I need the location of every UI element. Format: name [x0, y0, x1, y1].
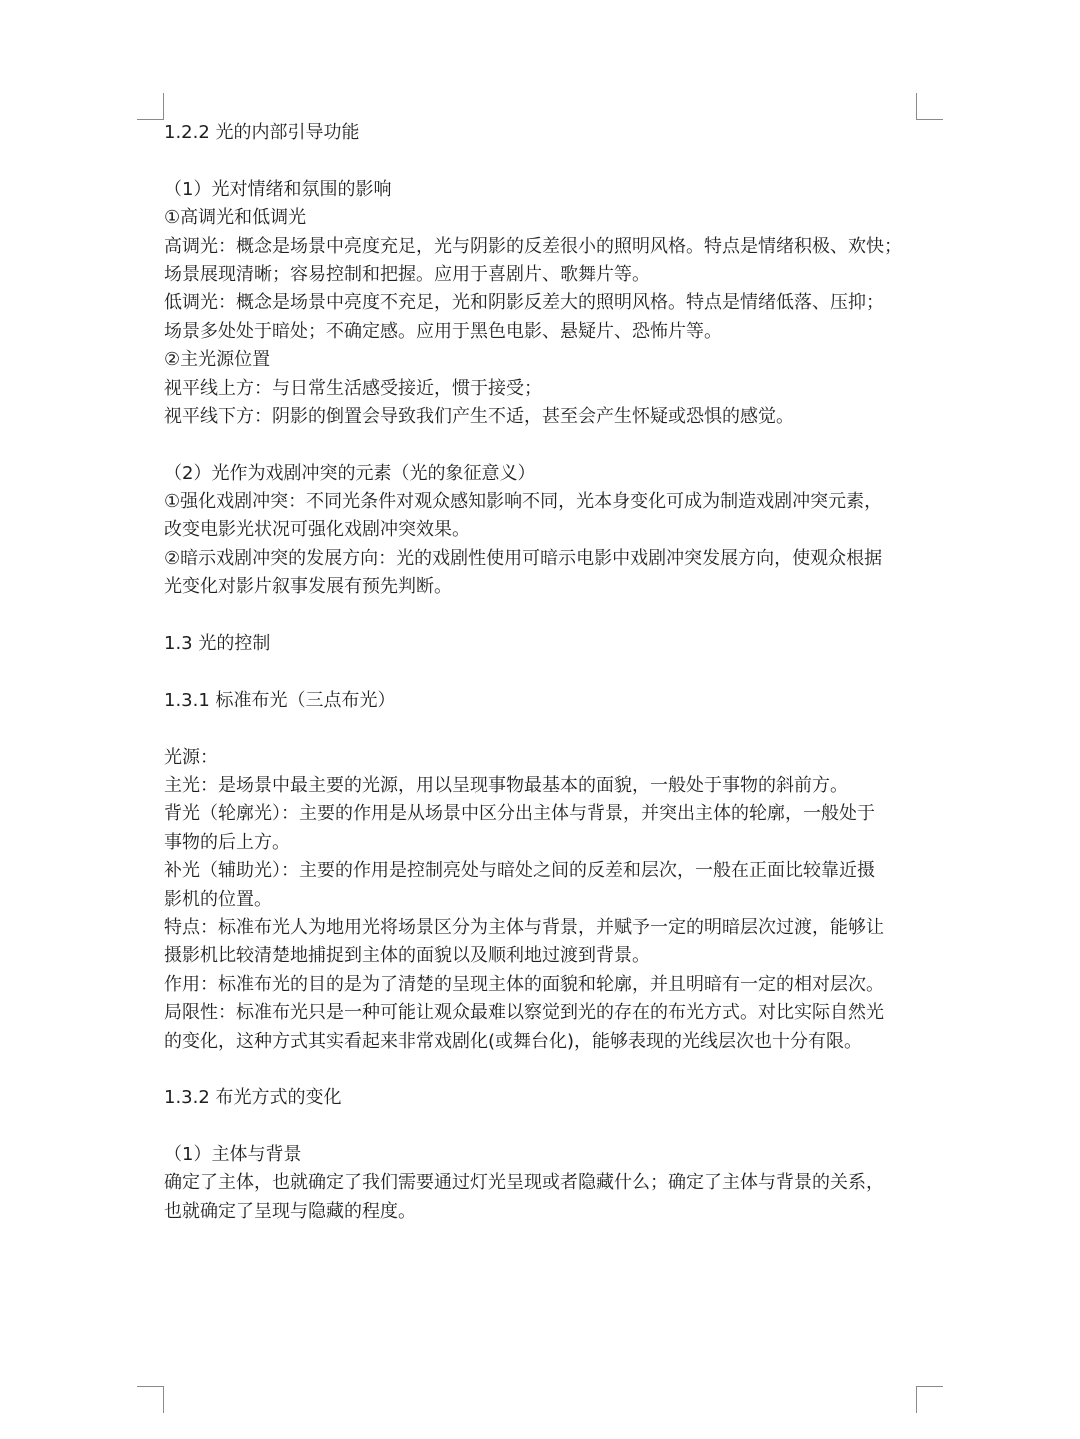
subheading-dramatic-conflict: （2）光作为戏剧冲突的元素（光的象征意义）	[164, 462, 536, 484]
heading-1-3-2: 1.3.2 布光方式的变化	[164, 1087, 342, 1109]
subheading-subject-background: （1）主体与背景	[164, 1144, 302, 1166]
blank-line	[164, 658, 924, 686]
bottom-right-margin-mark	[916, 1386, 943, 1413]
paragraph-line: 影机的位置。	[164, 888, 272, 910]
paragraph-line: 特点：标准布光人为地用光将场景区分为主体与背景，并赋予一定的明暗层次过渡，能够让	[164, 916, 884, 938]
paragraph-line: 主光：是场景中最主要的光源，用以呈现事物最基本的面貌，一般处于事物的斜前方。	[164, 774, 848, 796]
top-right-margin-mark	[916, 93, 943, 120]
paragraph-line: 补光（辅助光）：主要的作用是控制亮处与暗处之间的反差和层次，一般在正面比较靠近摄	[164, 860, 875, 882]
list-item-key-light-position: ②主光源位置	[164, 349, 271, 371]
paragraph-line: 场景展现清晰；容易控制和把握。应用于喜剧片、歌舞片等。	[164, 263, 650, 285]
paragraph-line: 作用：标准布光的目的是为了清楚的呈现主体的面貌和轮廓，并且明暗有一定的相对层次。	[164, 973, 884, 995]
paragraph-line: 高调光：概念是场景中亮度充足，光与阴影的反差很小的照明风格。特点是情绪积极、欢快；	[164, 235, 902, 257]
paragraph-line: 确定了主体，也就确定了我们需要通过灯光呈现或者隐藏什么；确定了主体与背景的关系，	[164, 1172, 884, 1194]
paragraph-line: ②暗示戏剧冲突的发展方向：光的戏剧性使用可暗示电影中戏剧冲突发展方向，使观众根据	[164, 547, 883, 569]
paragraph-line: 也就确定了呈现与隐藏的程度。	[164, 1200, 416, 1222]
paragraph-line: 事物的后上方。	[164, 831, 290, 853]
paragraph-line: 摄影机比较清楚地捕捉到主体的面貌以及顺利地过渡到背景。	[164, 945, 650, 967]
paragraph-line: 低调光：概念是场景中亮度不充足，光和阴影反差大的照明风格。特点是情绪低落、压抑；	[164, 292, 884, 314]
top-left-margin-mark	[137, 93, 164, 120]
bottom-left-margin-mark	[137, 1386, 164, 1413]
blank-line	[164, 1113, 924, 1141]
paragraph-line: 局限性：标准布光只是一种可能让观众最难以察觉到光的存在的布光方式。对比实际自然光	[164, 1002, 884, 1024]
paragraph-line: 改变电影光状况可强化戏剧冲突效果。	[164, 519, 470, 541]
list-item-high-low-key: ①高调光和低调光	[164, 207, 307, 229]
document-body	[164, 119, 924, 1226]
heading-1-3-1: 1.3.1 标准布光（三点布光）	[164, 689, 396, 711]
paragraph-line: 光源：	[164, 746, 218, 768]
paragraph-line: ①强化戏剧冲突：不同光条件对观众感知影响不同，光本身变化可成为制造戏剧冲突元素，	[164, 491, 883, 513]
blank-line	[164, 715, 924, 743]
heading-1-2-2: 1.2.2 光的内部引导功能	[164, 122, 360, 143]
blank-line	[164, 1056, 924, 1084]
heading-1-3: 1.3 光的控制	[164, 633, 271, 655]
paragraph-line: 场景多处处于暗处；不确定感。应用于黑色电影、悬疑片、恐怖片等。	[164, 320, 722, 342]
blank-line	[164, 147, 924, 175]
paragraph-line: 的变化，这种方式其实看起来非常戏剧化(或舞台化)，能够表现的光线层次也十分有限。	[164, 1030, 863, 1052]
paragraph-line: 视平线下方：阴影的倒置会导致我们产生不适，甚至会产生怀疑或恐惧的感觉。	[164, 405, 794, 427]
subheading-emotion: （1）光对情绪和氛围的影响	[164, 178, 392, 200]
blank-line	[164, 431, 924, 459]
blank-line	[164, 602, 924, 630]
paragraph-line: 背光（轮廓光）：主要的作用是从场景中区分出主体与背景，并突出主体的轮廓，一般处于	[164, 803, 875, 825]
paragraph-line: 光变化对影片叙事发展有预先判断。	[164, 576, 452, 598]
paragraph-line: 视平线上方：与日常生活感受接近，惯于接受；	[164, 377, 542, 399]
